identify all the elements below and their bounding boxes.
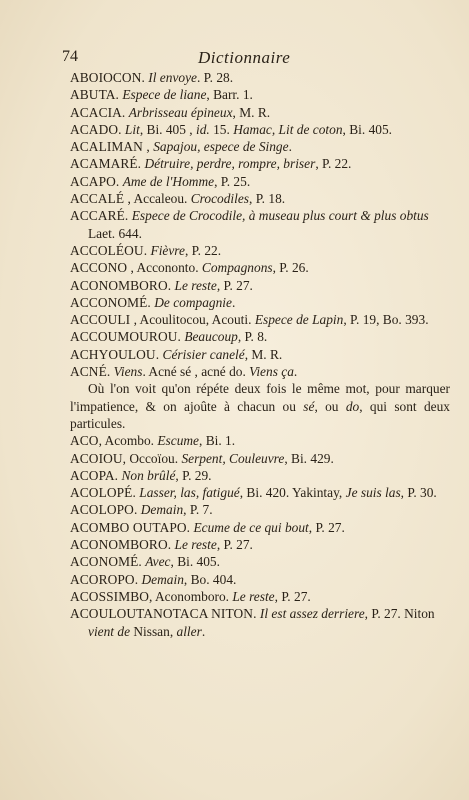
entry-text: . P. 28. bbox=[196, 70, 234, 85]
definition-italic: Fièvre bbox=[150, 242, 185, 258]
dictionary-entry bbox=[70, 605, 450, 640]
definition-italic: Demain bbox=[140, 502, 184, 518]
entry-text: , M. R. bbox=[244, 346, 283, 362]
dictionary-entry bbox=[70, 121, 450, 138]
definition-italic: Non brûlé bbox=[121, 467, 176, 483]
definition-italic: Lit bbox=[124, 121, 140, 137]
dictionary-entry bbox=[70, 432, 450, 449]
entry-text: , Bi. 429. bbox=[284, 450, 334, 466]
headword: ACCALÉ bbox=[70, 191, 125, 207]
definition-italic: Je suis las bbox=[345, 485, 401, 501]
definition-italic: Lasser, las, fatigué bbox=[139, 485, 240, 501]
definition-italic: Ecume de ce qui bout bbox=[193, 519, 309, 535]
entry-text: , P. 22. bbox=[315, 156, 352, 172]
headword: ACO bbox=[70, 433, 99, 449]
headword: ACCOLÉOU. bbox=[70, 242, 148, 258]
headword: ACCONO bbox=[70, 260, 128, 276]
dictionary-entry bbox=[70, 363, 450, 380]
entry-text: , Bo. 404. bbox=[183, 571, 237, 587]
entry-text: . bbox=[288, 139, 292, 155]
headword: ACOLOPÉ. bbox=[70, 485, 136, 501]
definition-italic: Viens bbox=[113, 364, 143, 380]
headword: ACADO. bbox=[70, 121, 122, 137]
note-text: Où l'on voit qu'on répéte deux fois le même mot, pour marquer l'impatience, & on ajoûte à chacun ou bbox=[70, 381, 450, 414]
entry-text: 15. bbox=[209, 121, 234, 137]
definition-italic: Crocodiles bbox=[190, 191, 250, 207]
definition-italic: Il envoye bbox=[148, 70, 197, 85]
definition-italic: aller bbox=[176, 623, 202, 639]
dictionary-entry bbox=[70, 277, 450, 294]
headword: ACONOMBORO. bbox=[70, 537, 172, 553]
headword: ACCONOMÉ. bbox=[70, 294, 151, 310]
entry-text: , P. 29. bbox=[175, 467, 212, 483]
entry-text: , P. 27. bbox=[216, 277, 253, 293]
entry-text: , P. 18. bbox=[249, 191, 286, 207]
entry-text: , Bi. 405. bbox=[342, 121, 393, 137]
note-italic: sé bbox=[303, 398, 315, 414]
entry-text: . bbox=[201, 623, 206, 639]
headword: ACOMBO OUTAPO. bbox=[70, 519, 191, 535]
entry-text: , Bi. 405 , bbox=[139, 121, 196, 137]
dictionary-entry bbox=[70, 571, 450, 588]
dictionary-entry bbox=[70, 86, 450, 103]
dictionary-entry bbox=[70, 346, 450, 363]
definition-italic: Demain bbox=[141, 571, 184, 587]
entry-text: . Acné sé , acné do. bbox=[142, 364, 250, 380]
headword: ACONOMÉ. bbox=[70, 554, 142, 570]
definition-italic: Ame de l'Homme bbox=[122, 173, 215, 189]
headword: ACOULOUTANOTACA NITON. bbox=[70, 606, 257, 622]
definition-italic: Cérisier canelé bbox=[162, 346, 245, 362]
dictionary-entry bbox=[70, 190, 450, 207]
definition-italic: De compagnie bbox=[154, 294, 232, 310]
definition-italic: Avec bbox=[145, 554, 171, 570]
entry-text: , P. 26. bbox=[272, 260, 309, 276]
dictionary-entry bbox=[70, 207, 450, 242]
entry-text: , P. 19, Bo. 393. bbox=[343, 312, 429, 328]
definition-italic: Détruire, perdre, rompre, briser bbox=[144, 156, 316, 172]
entry-text: , P. 30. bbox=[400, 485, 437, 501]
entry-text: . bbox=[231, 294, 236, 310]
dictionary-entry bbox=[70, 69, 450, 86]
entry-text: , P. 27. Niton bbox=[364, 606, 435, 622]
definition-italic: Le reste bbox=[174, 537, 217, 553]
entry-text: Nissan, bbox=[130, 623, 177, 639]
dictionary-entry bbox=[70, 588, 450, 605]
definition-italic: Hamac, Lit de coton bbox=[233, 121, 343, 137]
headword: ABUTA. bbox=[70, 87, 119, 103]
entry-text: . bbox=[293, 364, 298, 380]
definition-italic: id. bbox=[195, 121, 210, 137]
dictionary-entry bbox=[70, 173, 450, 190]
note-text: , ou bbox=[314, 398, 346, 414]
entry-text: , Bi. 1. bbox=[199, 433, 236, 449]
entry-text: , P. 25. bbox=[214, 173, 251, 189]
entry-text: , Barr. 1. bbox=[206, 87, 253, 103]
entry-text: , P. 27. bbox=[308, 519, 345, 535]
headword: ACOPA. bbox=[70, 467, 119, 483]
note-text: , qui sont deux particules. bbox=[70, 398, 451, 431]
note-italic: do bbox=[345, 398, 360, 414]
headword: ACOLOPO. bbox=[70, 502, 138, 518]
headword: ACONOMBORO. bbox=[70, 277, 172, 293]
dictionary-entry bbox=[70, 328, 450, 345]
page-number: 74 bbox=[62, 48, 78, 65]
definition-italic: Sapajou, espece de Singe bbox=[153, 139, 289, 155]
definition-italic: Compagnons bbox=[201, 260, 273, 276]
usage-note bbox=[70, 380, 450, 432]
headword: ACOIOU bbox=[70, 450, 123, 466]
dictionary-entry bbox=[70, 138, 450, 155]
dictionary-entries bbox=[70, 69, 450, 640]
headword: ACCARÉ. bbox=[70, 208, 129, 224]
definition-italic: vient de bbox=[88, 623, 131, 639]
headword: ACCOULI bbox=[70, 312, 131, 328]
entry-text: , Acoulitocou, Acouti. bbox=[130, 312, 255, 328]
entry-text: , M. R. bbox=[232, 104, 271, 120]
entry-text: Laet. 644. bbox=[88, 225, 142, 241]
entry-text: , Acombo. bbox=[98, 433, 158, 449]
definition-italic: Espece de Lapin bbox=[254, 312, 344, 328]
dictionary-entry bbox=[70, 311, 450, 328]
entry-text: , Bi. 405. bbox=[170, 554, 220, 570]
headword: ACCOUMOUROU. bbox=[70, 329, 181, 345]
headword: ACOROPO. bbox=[70, 571, 139, 587]
definition-italic: Le reste bbox=[232, 588, 275, 604]
entry-text: , Accononto. bbox=[127, 260, 202, 276]
headword: ABOIOCON. bbox=[70, 70, 145, 85]
entry-text: , Occoïou. bbox=[122, 450, 182, 466]
entry-text: , P. 27. bbox=[216, 537, 253, 553]
dictionary-entry bbox=[70, 536, 450, 553]
dictionary-entry bbox=[70, 104, 450, 121]
entry-text: , P. 7. bbox=[183, 502, 213, 518]
entry-text: , Accaleou. bbox=[124, 191, 191, 207]
dictionary-entry bbox=[70, 450, 450, 467]
dictionary-entry bbox=[70, 467, 450, 484]
headword: ACACIA. bbox=[70, 104, 126, 120]
definition-italic: Espece de Crocodile, à museau plus court & plus obtus bbox=[131, 208, 429, 224]
headword: ACNÉ. bbox=[70, 364, 111, 380]
definition-italic: Serpent, Couleuvre bbox=[181, 450, 285, 466]
entry-text: , Bi. 420. Yakintay, bbox=[239, 485, 346, 501]
running-title: Dictionnaire bbox=[198, 48, 291, 67]
dictionary-entry bbox=[70, 484, 450, 501]
dictionary-entry bbox=[70, 259, 450, 276]
definition-italic: Escume bbox=[157, 433, 200, 449]
headword: ACAPO. bbox=[70, 173, 120, 189]
headword: ACHYOULOU. bbox=[70, 346, 160, 362]
definition-italic: Beaucoup bbox=[184, 329, 238, 345]
dictionary-entry bbox=[70, 242, 450, 259]
headword: ACOSSIMBO bbox=[70, 588, 150, 604]
dictionary-entry bbox=[70, 501, 450, 518]
headword: ACALIMAN , bbox=[70, 139, 150, 155]
definition-italic: Viens ça bbox=[249, 364, 294, 380]
dictionary-entry bbox=[70, 519, 450, 536]
entry-text: , Aconomboro. bbox=[149, 588, 233, 604]
dictionary-entry bbox=[70, 553, 450, 570]
dictionary-entry bbox=[70, 155, 450, 172]
definition-italic: Arbrisseau épineux bbox=[128, 104, 233, 120]
entry-text: , P. 22. bbox=[184, 242, 222, 258]
page-header bbox=[62, 48, 442, 70]
headword: ACAMARÉ. bbox=[70, 156, 142, 172]
definition-italic: Il est assez derriere bbox=[259, 606, 365, 622]
definition-italic: Espece de liane bbox=[122, 87, 207, 103]
definition-italic: Le reste bbox=[174, 277, 217, 293]
entry-text: , P. 27. bbox=[274, 588, 311, 604]
dictionary-entry bbox=[70, 294, 450, 311]
entry-text: , P. 8. bbox=[237, 329, 268, 345]
